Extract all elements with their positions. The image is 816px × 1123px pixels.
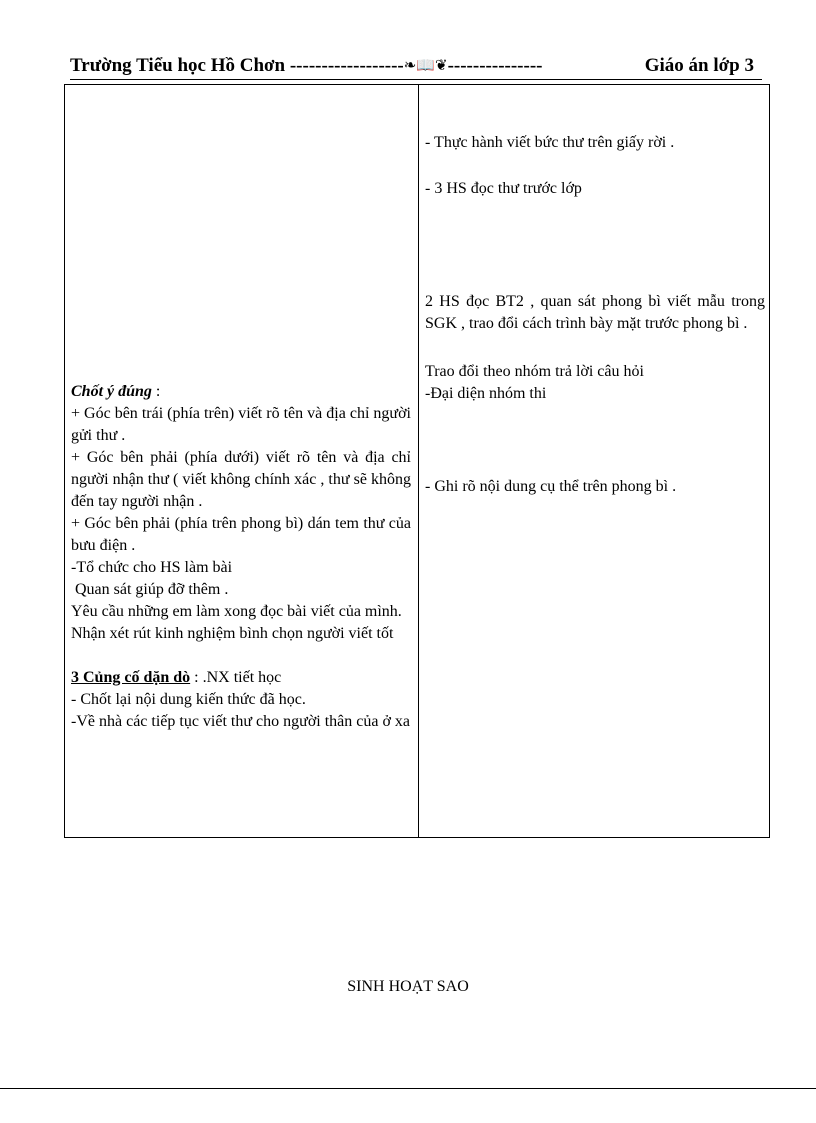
right-line-4: -Đại diện nhóm thi <box>425 385 547 402</box>
header-left <box>70 55 543 77</box>
blank-line <box>71 645 411 667</box>
left-line-7: Nhận xét rút kinh nghiệm bình chọn người viết tốt <box>71 625 394 642</box>
section3-title: 3 Củng cố dặn dò <box>71 669 191 686</box>
section3-line-1: - Chốt lại nội dung kiến thức đã học. <box>71 691 306 708</box>
footer-title: SINH HOẠT SAO <box>347 978 469 995</box>
header-dashes-left: ------------------ <box>289 55 404 76</box>
conclusion-heading <box>71 381 411 403</box>
section3-heading <box>71 667 411 689</box>
left-line-2: + Góc bên phải (phía dưới) viết rõ tên và địa chỉ người nhận thư ( viết không chính xác , thư sẽ không đến tay người nhận . <box>71 449 411 510</box>
left-line-6: Yêu cầu những em làm xong đọc bài viết của mình. <box>71 603 402 620</box>
header-dashes-right: --------------- <box>447 55 543 76</box>
page-header <box>70 53 762 80</box>
left-line-1: + Góc bên trái (phía trên) viết rõ tên và địa chỉ người gửi thư . <box>71 405 411 444</box>
bottom-rule <box>0 1088 816 1089</box>
right-paragraph-1: 2 HS đọc BT2 , quan sát phong bì viết mẫu trong SGK , trao đổi cách trình bày mặt trước phong bì . <box>425 293 765 332</box>
conclusion-heading-text: Chốt ý đúng <box>71 383 152 400</box>
right-line-1: - Thực hành viết bức thư trên giấy rời . <box>425 134 675 151</box>
teacher-activities-cell <box>71 381 411 733</box>
right-line-3: Trao đổi theo nhóm trả lời câu hỏi <box>425 363 644 380</box>
section3-suffix: : .NX tiết học <box>190 669 282 686</box>
right-line-5: - Ghi rõ nội dung cụ thể trên phong bì . <box>425 478 677 495</box>
lesson-table <box>64 84 770 838</box>
left-line-5: Quan sát giúp đỡ thêm . <box>71 581 229 598</box>
section3-line-2: -Về nhà các tiếp tục viết thư cho người thân của ở xa <box>71 713 411 730</box>
conclusion-heading-suffix: : <box>151 383 161 400</box>
book-ornament-icon: ❧📖❦ <box>403 58 448 74</box>
column-divider <box>418 85 419 837</box>
school-name: Trường Tiểu học Hồ Chơn <box>70 55 286 76</box>
left-line-4: -Tổ chức cho HS làm bài <box>71 559 233 576</box>
left-line-3: + Góc bên phải (phía trên phong bì) dán tem thư của bưu điện . <box>71 515 411 554</box>
grade-label: Giáo án lớp 3 <box>644 55 754 76</box>
right-line-2: - 3 HS đọc thư trước lớp <box>425 180 582 197</box>
